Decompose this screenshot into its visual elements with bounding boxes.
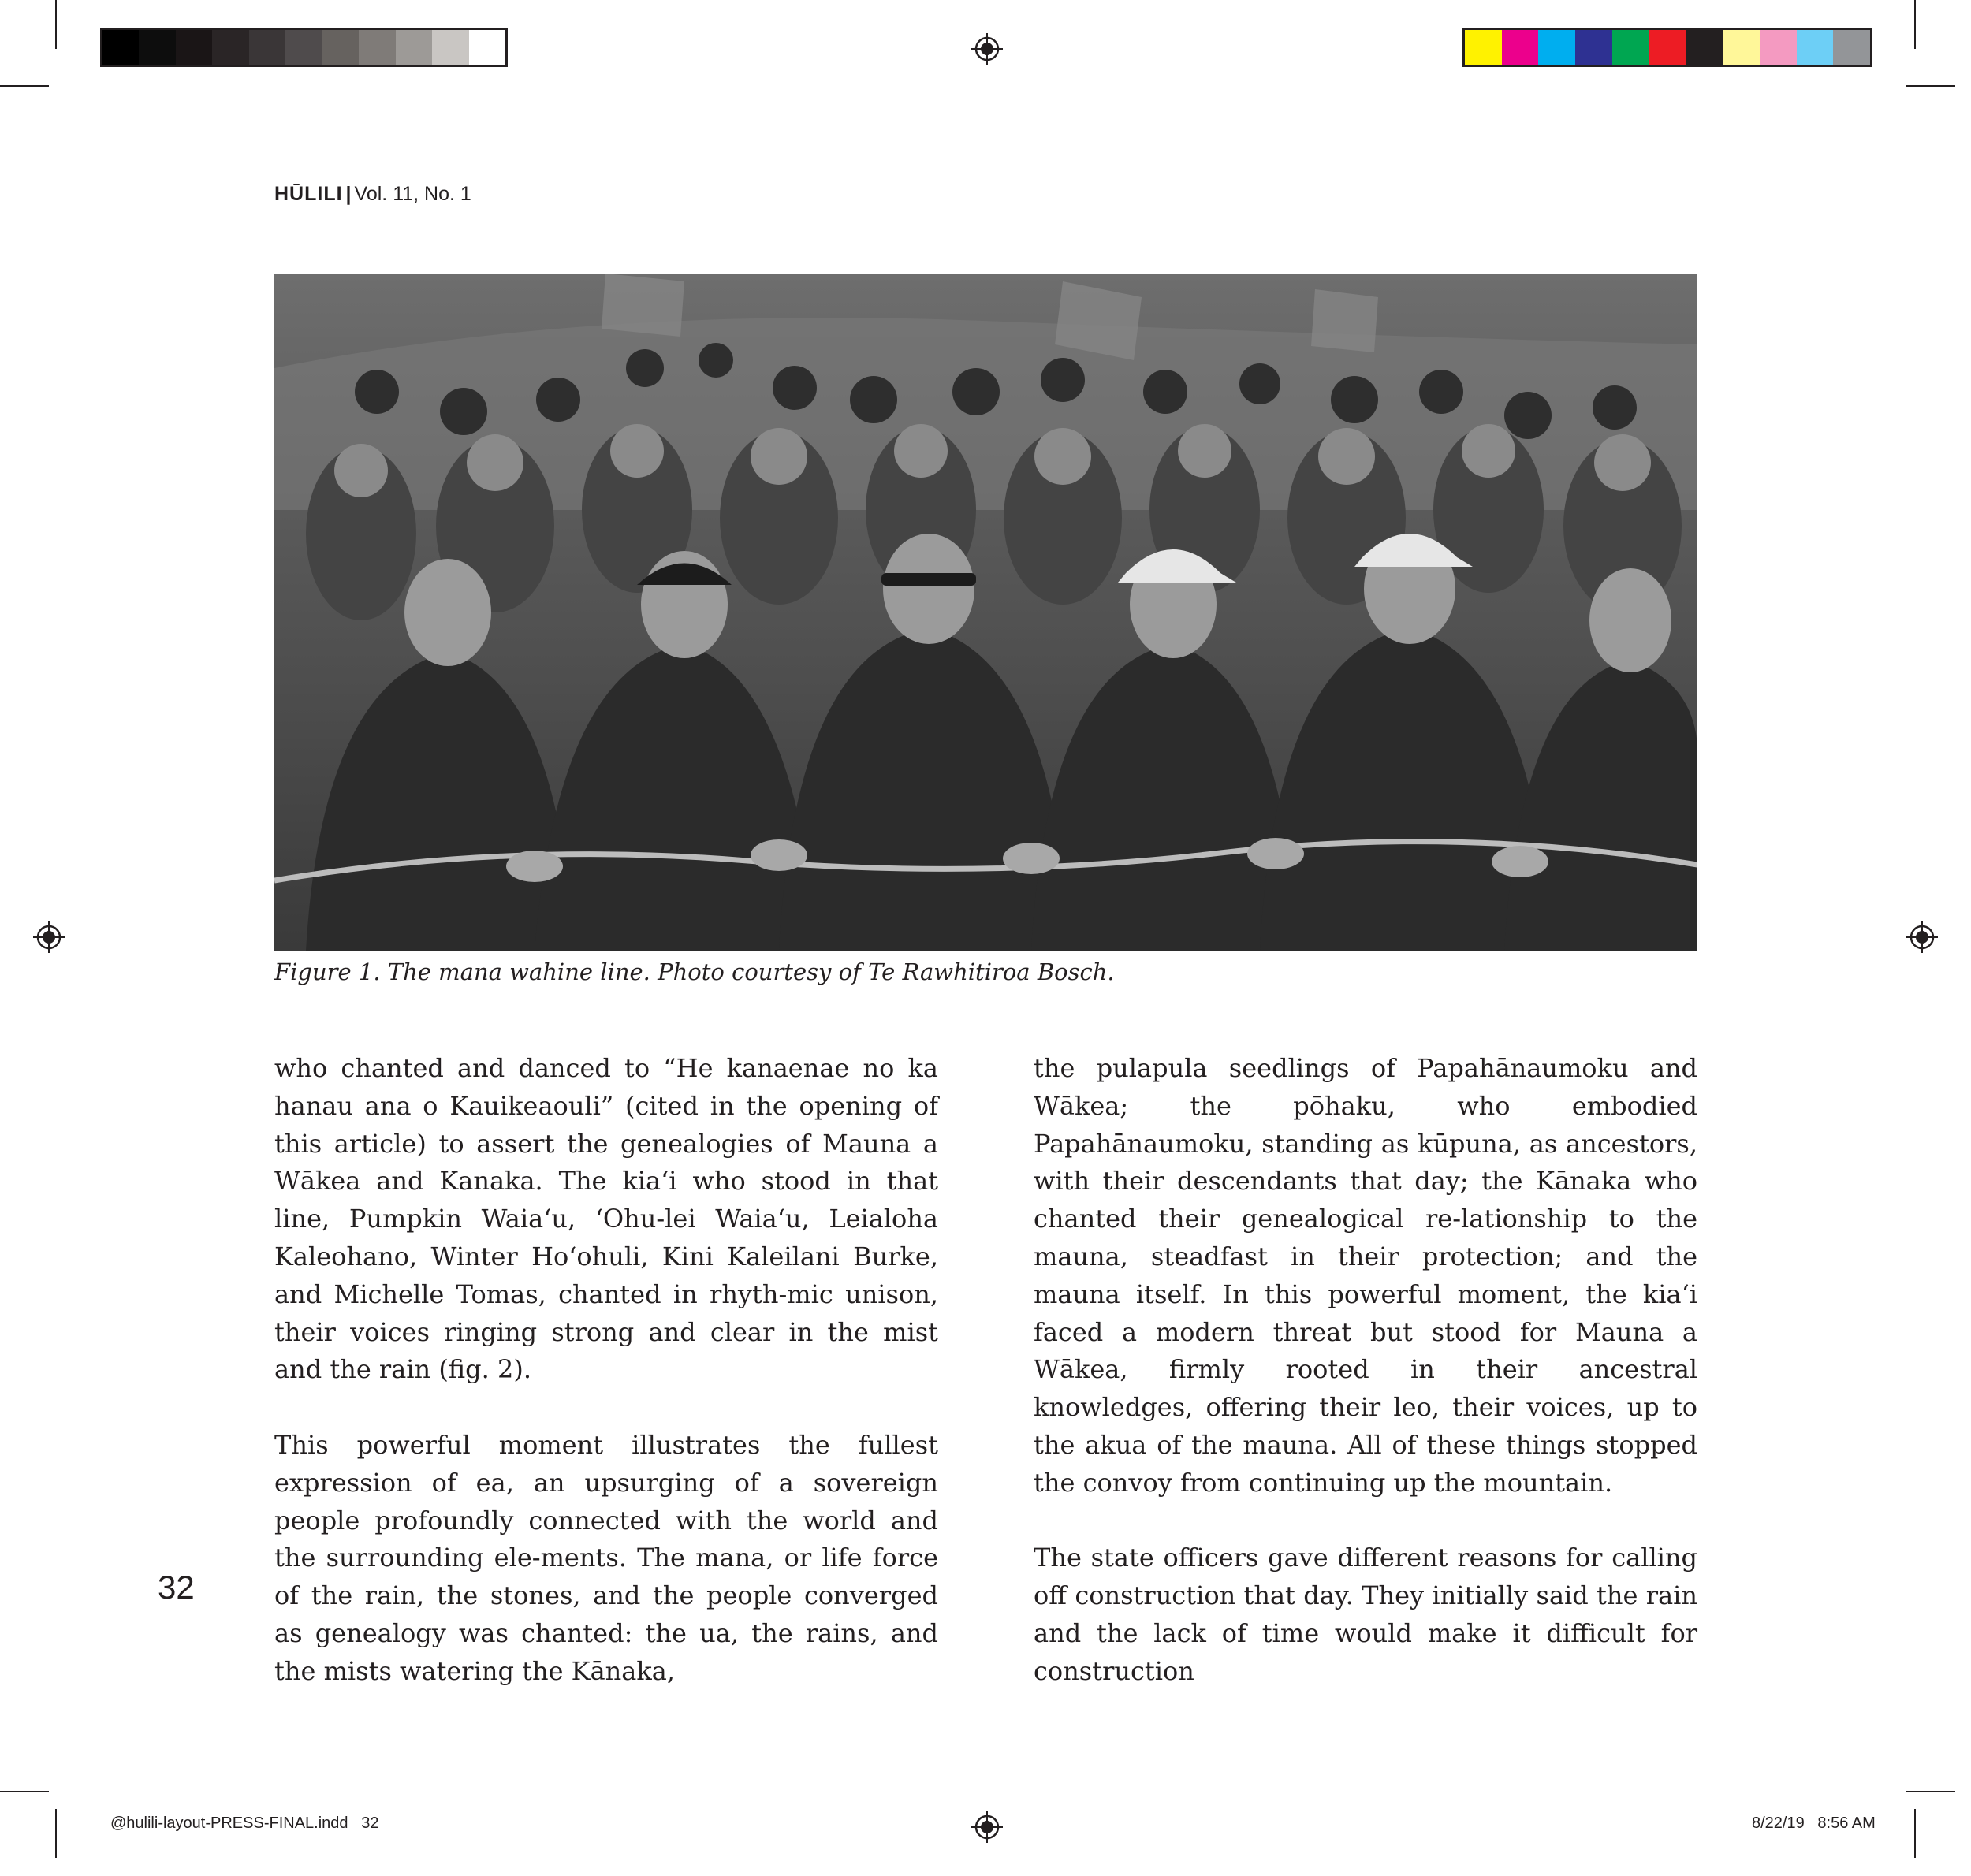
running-head	[274, 183, 471, 206]
color-swatch	[359, 30, 395, 65]
color-swatch	[102, 30, 139, 65]
registration-mark-icon	[971, 1811, 1003, 1843]
figure-caption: Figure 1. The mana wahine line. Photo courtesy of Te Rawhitiroa Bosch.	[274, 958, 1115, 985]
color-swatch	[1686, 30, 1723, 65]
color-swatch	[1723, 30, 1760, 65]
header-separator: |	[345, 183, 352, 205]
color-swatch	[249, 30, 285, 65]
color-swatch	[139, 30, 175, 65]
body-paragraph: the pulapula seedlings of Papahānaumoku and Wākea; the pōhaku, who embodied Papahānaumoku, standing as kūpuna, as ancestors, with their descendants that day; the Kānaka who chanted their genealogical re-lationship to the mauna, steadfast in their protection; and the mauna itself. In this powerful moment, the kia‘i faced a modern threat but stood for Mauna a Wākea, firmly rooted in their ancestral knowledges, offering their leo, their voices, up to the akua of the mauna. All of these things stopped the convoy from continuing up the mountain.	[1034, 1053, 1697, 1498]
color-swatch	[469, 30, 505, 65]
color-swatch	[322, 30, 359, 65]
body-column-right	[1034, 1050, 1697, 1691]
body-paragraph: who chanted and danced to “He kanaenae no ka hanau ana o Kauikeaouli” (cited in the opening of this article) to assert the genealogies of Mauna a Wākea and Kanaka. The kia‘i who stood in that line, Pumpkin Waia‘u, ‘Ohu-lei Waia‘u, Leialoha Kaleohano, Winter Ho‘ohuli, Kini Kaleilani Burke, and Michelle Tomas, chanted in rhyth-mic unison, their voices ringing strong and clear in the mist and the rain (fig. 2).	[274, 1053, 938, 1385]
body-paragraph: The state officers gave different reasons for calling off construction that day. They initially said the rain and the lack of time would make it difficult for construction	[1034, 1543, 1697, 1686]
color-swatch	[396, 30, 432, 65]
volume-label: Vol. 11, No. 1	[354, 183, 471, 205]
color-swatch	[1833, 30, 1870, 65]
photo-illustration	[274, 274, 1697, 951]
crop-mark	[0, 85, 49, 87]
crop-mark	[1906, 85, 1955, 87]
color-bar	[1462, 28, 1872, 67]
registration-mark-icon	[33, 921, 65, 953]
color-swatch	[212, 30, 248, 65]
color-swatch	[1465, 30, 1502, 65]
color-swatch	[1760, 30, 1797, 65]
body-paragraph: This powerful moment illustrates the fullest expression of ea, an upsurging of a sovereign people profoundly connected with the world and the surrounding ele-ments. The mana, or life force of the rain, the stones, and the people converged as genealogy was chanted: the ua, the rains, and the mists watering the Kānaka,	[274, 1429, 938, 1686]
color-swatch	[1538, 30, 1575, 65]
crop-mark	[55, 0, 57, 49]
registration-mark-icon	[1906, 921, 1938, 953]
color-swatch	[1612, 30, 1649, 65]
crop-mark	[0, 1791, 49, 1792]
color-swatch	[1797, 30, 1834, 65]
registration-mark-icon	[971, 33, 1003, 65]
page-number: 32	[158, 1569, 195, 1606]
crop-mark	[1914, 0, 1916, 49]
body-column-left	[274, 1050, 938, 1691]
color-swatch	[285, 30, 322, 65]
crop-mark	[55, 1809, 57, 1858]
figure-photo	[274, 274, 1697, 951]
journal-title: HŪLILI	[274, 183, 343, 205]
grayscale-bar	[100, 28, 508, 67]
color-swatch	[1649, 30, 1686, 65]
color-swatch	[1575, 30, 1612, 65]
slug-filename: @hulili-layout-PRESS-FINAL.indd 32	[110, 1815, 379, 1832]
color-swatch	[1502, 30, 1539, 65]
crop-mark	[1914, 1809, 1916, 1858]
crop-mark	[1906, 1791, 1955, 1792]
slug-datetime: 8/22/19 8:56 AM	[1752, 1815, 1876, 1832]
color-swatch	[176, 30, 212, 65]
color-swatch	[432, 30, 468, 65]
